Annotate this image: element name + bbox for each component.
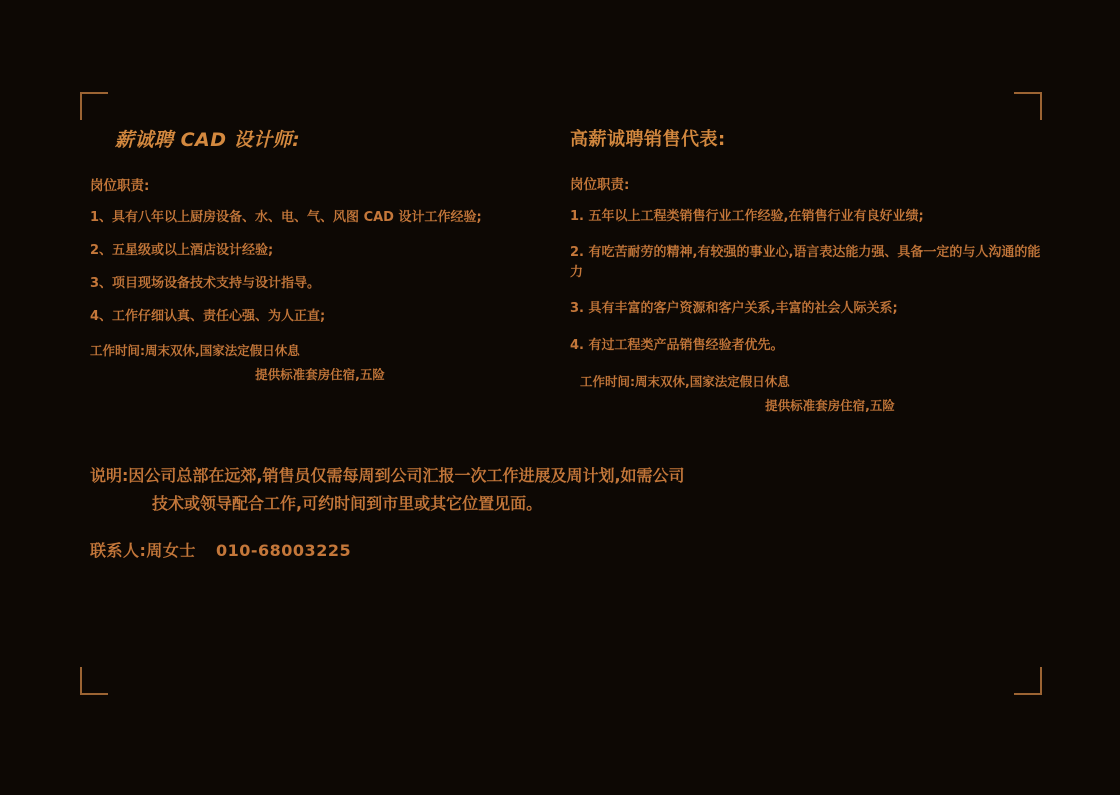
note-line-2: 技术或领导配合工作,可约时间到市里或其它位置见面。 — [152, 494, 543, 513]
job-listing-cad-designer — [90, 125, 540, 383]
cad-designer-lodging: 提供标准套房住宿,五险 — [255, 366, 385, 382]
list-item: 4. 有过工程类产品销售经验者优先。 — [570, 337, 784, 353]
sales-rep-work-time: 工作时间:周末双休,国家法定假日休息 — [580, 373, 790, 389]
list-item: 3. 具有丰富的客户资源和客户关系,丰富的社会人际关系; — [570, 301, 898, 317]
contact-label: 联系人:周女士 — [90, 541, 196, 560]
sales-rep-lodging: 提供标准套房住宿,五险 — [765, 397, 895, 413]
list-item: 2、五星级或以上酒店设计经验; — [90, 243, 274, 259]
sales-rep-heading: 高薪诚聘销售代表: — [570, 129, 726, 150]
list-item: 1. 五年以上工程类销售行业工作经验,在销售行业有良好业绩; — [570, 209, 924, 224]
contact-info — [90, 538, 351, 561]
crop-mark-bottom-left — [80, 667, 108, 695]
note-section — [90, 462, 990, 518]
cad-designer-heading: 薪诚聘 CAD 设计师: — [115, 129, 301, 151]
cad-designer-work-time: 工作时间:周末双休,国家法定假日休息 — [90, 342, 300, 358]
list-item: 3、项目现场设备技术支持与设计指导。 — [90, 276, 321, 292]
contact-phone: 010-68003225 — [215, 541, 352, 560]
note-line-1: 说明:因公司总部在远郊,销售员仅需每周到公司汇报一次工作进展及周计划,如需公司 — [90, 466, 685, 485]
list-item: 2. 有吃苦耐劳的精神,有较强的事业心,语言表达能力强、具备一定的与人沟通的能力 — [570, 245, 1041, 281]
crop-mark-bottom-right — [1014, 667, 1042, 695]
crop-mark-top-right — [1014, 92, 1042, 120]
crop-mark-top-left — [80, 92, 108, 120]
job-listing-sales-rep — [570, 125, 1050, 414]
list-item: 4、工作仔细认真、责任心强、为人正直; — [90, 309, 326, 325]
sales-rep-responsibilities-label: 岗位职责: — [570, 177, 630, 193]
list-item: 1、具有八年以上厨房设备、水、电、气、风图 CAD 设计工作经验; — [90, 210, 482, 225]
cad-designer-responsibilities-label: 岗位职责: — [90, 178, 150, 194]
